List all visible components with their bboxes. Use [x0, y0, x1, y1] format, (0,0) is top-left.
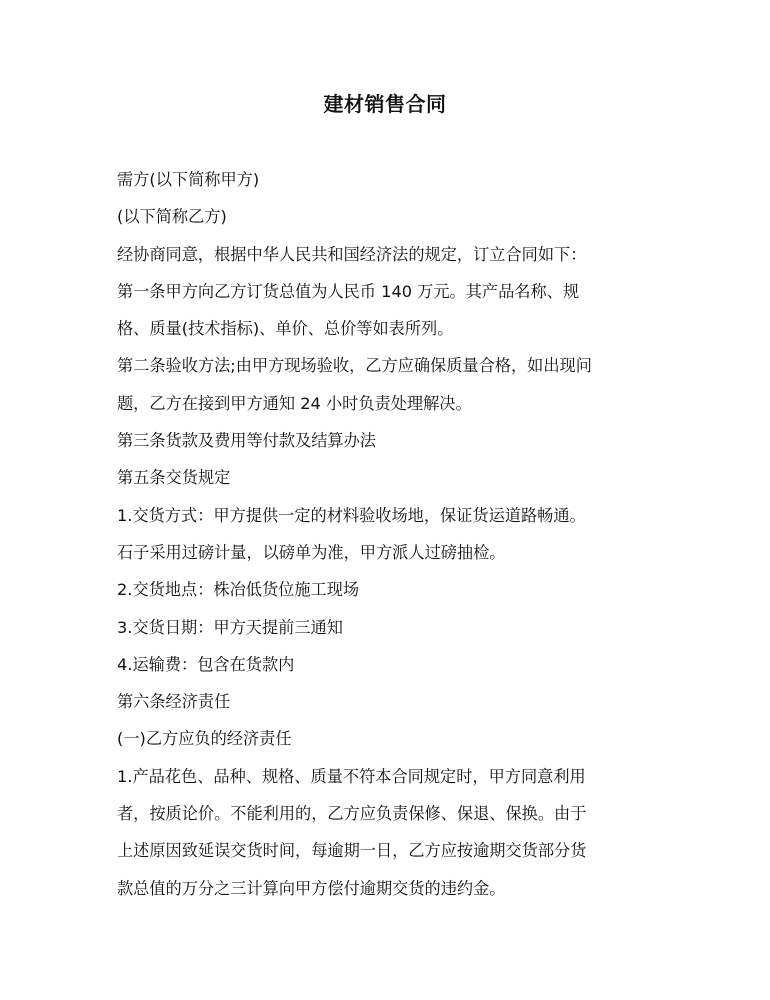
text-line: 者，按质论价。不能利用的，乙方应负责保修、保退、保换。由于 — [117, 804, 587, 824]
text-line: 石子采用过磅计量，以磅单为准，甲方派人过磅抽检。 — [117, 542, 506, 562]
text-line: 第六条经济责任 — [117, 692, 231, 712]
text-line: 1.交货方式：甲方提供一定的材料验收场地，保证货运道路畅通。 — [117, 505, 586, 525]
text-line: (以下简称乙方) — [117, 207, 227, 227]
document-body — [117, 161, 647, 907]
text-line: 需方(以下简称甲方) — [117, 170, 260, 189]
text-line: (一)乙方应负的经济责任 — [117, 729, 292, 749]
text-line: 款总值的万分之三计算向甲方偿付逾期交货的违约金。 — [117, 878, 506, 898]
text-line: 3.交货日期：甲方天提前三通知 — [117, 617, 343, 637]
document-title: 建材销售合同 — [323, 92, 447, 116]
text-line: 4.运输费：包含在货款内 — [117, 654, 295, 674]
text-line: 第二条验收方法;由甲方现场验收，乙方应确保质量合格，如出现问 — [117, 356, 592, 376]
text-line: 经协商同意，根据中华人民共和国经济法的规定，订立合同如下： — [117, 244, 587, 264]
text-line: 第五条交货规定 — [117, 468, 231, 488]
text-line: 第三条货款及费用等付款及结算办法 — [117, 431, 376, 451]
text-line: 2.交货地点：株冶低货位施工现场 — [117, 580, 360, 600]
text-line: 上述原因致延误交货时间，每逾期一日，乙方应按逾期交货部分货 — [117, 841, 587, 861]
text-line: 格、质量(技术指标)、单价、总价等如表所列。 — [117, 319, 454, 339]
text-line: 题，乙方在接到甲方通知 24 小时负责处理解决。 — [117, 393, 472, 413]
text-line: 1.产品花色、品种、规格、质量不符本合同规定时，甲方同意利用 — [117, 766, 586, 786]
text-line: 第一条甲方向乙方订货总值为人民币 140 万元。其产品名称、规 — [117, 281, 580, 301]
